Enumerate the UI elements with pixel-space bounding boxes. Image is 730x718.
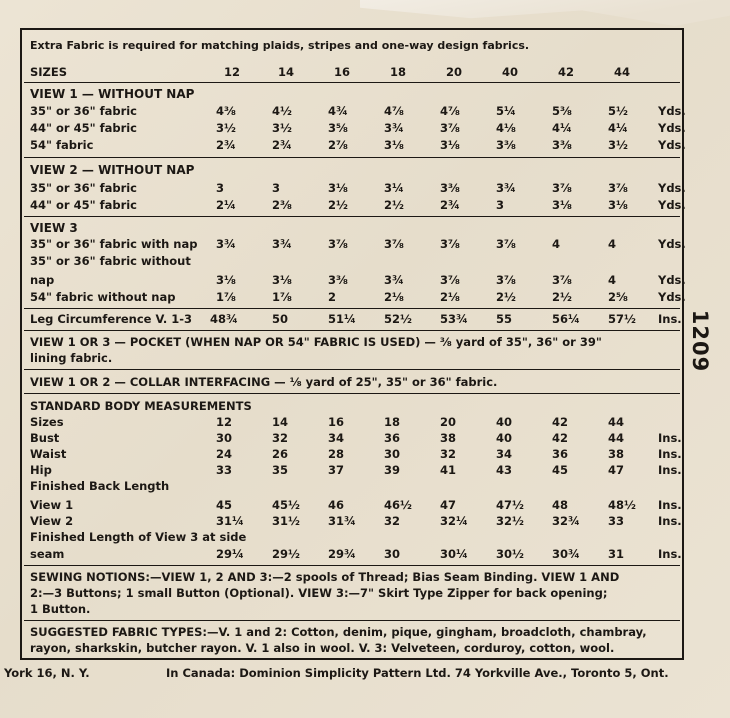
notions-line-3: 1 Button.	[30, 602, 91, 616]
cell: 3½	[216, 121, 236, 135]
cell: 4	[608, 273, 617, 287]
cell: 3⅜	[552, 138, 572, 152]
body-row	[30, 462, 680, 478]
cell: 3⅞	[440, 273, 460, 287]
cell: 2⅛	[440, 290, 460, 304]
unit: Ins.	[658, 498, 682, 512]
cell: 30¼	[440, 547, 468, 561]
notions-line-1: SEWING NOTIONS:—VIEW 1, 2 AND 3:—2 spools of Thread; Bias Seam Binding. VIEW 1 AND	[30, 570, 620, 584]
cell: 26	[272, 447, 289, 461]
cell: 3⅞	[440, 237, 460, 251]
body-row	[30, 430, 680, 446]
cell: 5⅜	[552, 104, 572, 118]
divider	[24, 565, 680, 566]
cell: 31¼	[216, 514, 244, 528]
cell: 24	[216, 447, 233, 461]
cell: 2¼	[216, 198, 236, 212]
row-label: Finished Back Length	[30, 479, 170, 493]
cell: 2¾	[272, 138, 292, 152]
cell: 2¾	[440, 198, 460, 212]
cell: 48½	[608, 498, 636, 512]
cell: 3⅜	[440, 181, 460, 195]
cell: 3⅞	[328, 237, 348, 251]
cell: 40	[496, 415, 513, 429]
cell: 2¾	[216, 138, 236, 152]
unit: Ins.	[658, 547, 682, 561]
cell: 3¾	[384, 121, 404, 135]
cell: 37	[328, 463, 345, 477]
view2-row	[30, 180, 686, 196]
cell: 56¼	[552, 312, 580, 326]
size-14: 14	[278, 65, 295, 79]
cell: 32¼	[440, 514, 468, 528]
view1-row	[30, 103, 686, 119]
sizes-header-row	[30, 64, 680, 80]
view1-title: VIEW 1 — WITHOUT NAP	[30, 87, 195, 101]
divider	[24, 620, 680, 621]
cell: 4⅛	[496, 121, 516, 135]
cell: 41	[440, 463, 457, 477]
cell: 3½	[608, 138, 628, 152]
body-row	[30, 414, 680, 430]
cell: 2⅝	[608, 290, 628, 304]
cell: 52½	[384, 312, 412, 326]
cell: 3⅞	[384, 237, 404, 251]
cell: 36	[552, 447, 569, 461]
divider	[24, 369, 680, 370]
row-label: Leg Circumference V. 1-3	[30, 312, 193, 326]
cell: 3⅛	[272, 273, 292, 287]
cell: 4¼	[608, 121, 628, 135]
unit: Yds.	[658, 290, 686, 304]
cell: 3¾	[496, 181, 516, 195]
cell: 3⅞	[552, 273, 572, 287]
cell: 2½	[552, 290, 572, 304]
footer-right: In Canada: Dominion Simplicity Pattern Ltd. 74 Yorkville Ave., Toronto 5, Ont.	[166, 666, 669, 680]
body-row	[30, 529, 680, 545]
size-16: 16	[334, 65, 351, 79]
view3-row	[30, 272, 686, 288]
cell: 3	[216, 181, 225, 195]
size-20: 20	[446, 65, 463, 79]
cell: 14	[272, 415, 289, 429]
unit: Yds.	[658, 198, 686, 212]
view3-row	[30, 289, 686, 305]
cell: 48	[552, 498, 569, 512]
cell: 32¾	[552, 514, 580, 528]
row-label: Finished Length of View 3 at side	[30, 530, 247, 544]
yardage-chart-frame	[20, 28, 684, 660]
cell: 4½	[272, 104, 292, 118]
divider	[24, 330, 680, 331]
pocket-line-1: VIEW 1 OR 3 — POCKET (WHEN NAP OR 54" FABRIC IS USED) — ⅜ yard of 35", 36" or 39"	[30, 335, 602, 349]
divider	[24, 82, 680, 83]
cell: 39	[384, 463, 401, 477]
cell: 5½	[608, 104, 628, 118]
cell: 31½	[272, 514, 300, 528]
cell: 30	[384, 447, 401, 461]
cell: 28	[328, 447, 345, 461]
cell: 29¾	[328, 547, 356, 561]
row-label: View 1	[30, 498, 74, 512]
cell: 55	[496, 312, 513, 326]
cell: 16	[328, 415, 345, 429]
cell: 42	[552, 431, 569, 445]
cell: 3	[272, 181, 281, 195]
size-42: 42	[558, 65, 575, 79]
sizes-header-label: SIZES	[30, 65, 68, 79]
cell: 45	[552, 463, 569, 477]
cell: 45	[216, 498, 233, 512]
view2-row	[30, 197, 686, 213]
unit: Yds.	[658, 237, 686, 251]
cell: 1⅞	[272, 290, 292, 304]
cell: 2	[328, 290, 337, 304]
cell: 3⅞	[608, 181, 628, 195]
cell: 2½	[328, 198, 348, 212]
fabric-notice: Extra Fabric is required for matching plaids, stripes and one-way design fabrics.	[30, 39, 530, 52]
cell: 20	[440, 415, 457, 429]
notions-line-2: 2:—3 Buttons; 1 small Button (Optional). VIEW 3:—7" Skirt Type Zipper for back opening;	[30, 586, 608, 600]
body-row	[30, 546, 680, 562]
unit: Yds.	[658, 181, 686, 195]
cell: 29½	[272, 547, 300, 561]
cell: 32	[384, 514, 401, 528]
unit: Ins.	[658, 431, 682, 445]
cell: 32	[440, 447, 457, 461]
row-label: 54" fabric without nap	[30, 290, 176, 304]
cell: 33	[216, 463, 233, 477]
footer-left: York 16, N. Y.	[4, 666, 90, 680]
unit: Yds.	[658, 104, 686, 118]
cell: 53¾	[440, 312, 468, 326]
row-label: 35" or 36" fabric without	[30, 254, 191, 268]
unit: Yds.	[658, 121, 686, 135]
cell: 32	[272, 431, 289, 445]
row-label: Bust	[30, 431, 60, 445]
cell: 34	[496, 447, 513, 461]
cell: 2½	[384, 198, 404, 212]
cell: 3⅜	[328, 273, 348, 287]
cell: 34	[328, 431, 345, 445]
divider	[24, 157, 680, 158]
row-label: 35" or 36" fabric with nap	[30, 237, 198, 251]
cell: 1⅞	[216, 290, 236, 304]
cell: 3⅝	[328, 121, 348, 135]
view3-title: VIEW 3	[30, 221, 78, 235]
size-18: 18	[390, 65, 407, 79]
view3-row	[30, 236, 686, 252]
divider	[24, 308, 680, 309]
cell: 2⅛	[384, 290, 404, 304]
cell: 3⅛	[216, 273, 236, 287]
cell: 44	[608, 415, 625, 429]
cell: 31¾	[328, 514, 356, 528]
row-label: nap	[30, 273, 55, 287]
cell: 38	[608, 447, 625, 461]
cell: 50	[272, 312, 289, 326]
view3-row	[30, 253, 680, 269]
body-measurements-title: STANDARD BODY MEASUREMENTS	[30, 399, 252, 413]
cell: 30¾	[552, 547, 580, 561]
cell: 36	[384, 431, 401, 445]
cell: 38	[440, 431, 457, 445]
cell: 3⅜	[496, 138, 516, 152]
cell: 33	[608, 514, 625, 528]
cell: 4⅞	[440, 104, 460, 118]
cell: 32½	[496, 514, 524, 528]
size-40: 40	[502, 65, 519, 79]
torn-edge	[360, 0, 730, 26]
size-12: 12	[224, 65, 241, 79]
row-label: Sizes	[30, 415, 64, 429]
cell: 3⅛	[440, 138, 460, 152]
unit: Yds.	[658, 273, 686, 287]
body-row	[30, 446, 680, 462]
cell: 47	[440, 498, 457, 512]
cell: 30	[216, 431, 233, 445]
cell: 3¾	[216, 237, 236, 251]
cell: 47	[608, 463, 625, 477]
cell: 3⅞	[552, 181, 572, 195]
cell: 2⅜	[272, 198, 292, 212]
cell: 48¾	[210, 312, 238, 326]
cell: 44	[608, 431, 625, 445]
cell: 40	[496, 431, 513, 445]
cell: 46½	[384, 498, 412, 512]
collar-interfacing: VIEW 1 OR 2 — COLLAR INTERFACING — ⅛ yard of 25", 35" or 36" fabric.	[30, 375, 498, 389]
unit: Ins.	[658, 447, 682, 461]
fabrics-line-2: rayon, sharkskin, butcher rayon. V. 1 also in wool. V. 3: Velveteen, corduroy, cotton, wool.	[30, 641, 615, 655]
body-row	[30, 513, 680, 529]
row-label: 54" fabric	[30, 138, 94, 152]
cell: 4¾	[328, 104, 348, 118]
cell: 3½	[272, 121, 292, 135]
cell: 4⅞	[384, 104, 404, 118]
cell: 3¼	[384, 181, 404, 195]
cell: 51¼	[328, 312, 356, 326]
row-label: View 2	[30, 514, 74, 528]
cell: 31	[608, 547, 625, 561]
cell: 47½	[496, 498, 524, 512]
cell: 30	[384, 547, 401, 561]
cell: 3¾	[272, 237, 292, 251]
view1-row	[30, 137, 686, 153]
cell: 12	[216, 415, 233, 429]
unit: Ins.	[658, 463, 682, 477]
cell: 5¼	[496, 104, 516, 118]
cell: 4	[552, 237, 561, 251]
cell: 42	[552, 415, 569, 429]
view2-title: VIEW 2 — WITHOUT NAP	[30, 163, 195, 177]
cell: 3⅛	[328, 181, 348, 195]
divider	[24, 216, 680, 217]
cell: 3⅛	[384, 138, 404, 152]
row-label: seam	[30, 547, 65, 561]
divider	[24, 393, 680, 394]
cell: 3⅛	[552, 198, 572, 212]
cell: 3⅞	[440, 121, 460, 135]
cell: 45½	[272, 498, 300, 512]
cell: 3⅞	[496, 273, 516, 287]
pocket-line-2: lining fabric.	[30, 351, 113, 365]
unit: Ins.	[658, 514, 682, 528]
body-row	[30, 497, 680, 513]
cell: 4⅜	[216, 104, 236, 118]
cell: 46	[328, 498, 345, 512]
cell: 4	[608, 237, 617, 251]
cell: 57½	[608, 312, 636, 326]
leg-circumference-row	[30, 311, 680, 327]
cell: 3	[496, 198, 505, 212]
cell: 29¼	[216, 547, 244, 561]
cell: 3⅞	[496, 237, 516, 251]
cell: 2⅞	[328, 138, 348, 152]
unit: Ins.	[658, 312, 682, 326]
cell: 35	[272, 463, 289, 477]
row-label: 35" or 36" fabric	[30, 104, 137, 118]
cell: 18	[384, 415, 401, 429]
cell: 3⅛	[608, 198, 628, 212]
cell: 2½	[496, 290, 516, 304]
view1-row	[30, 120, 686, 136]
cell: 4¼	[552, 121, 572, 135]
pattern-number-text: 1209	[688, 309, 713, 373]
cell: 30½	[496, 547, 524, 561]
cell: 43	[496, 463, 513, 477]
row-label: 44" or 45" fabric	[30, 121, 137, 135]
fabrics-line-1: SUGGESTED FABRIC TYPES:—V. 1 and 2: Cotton, denim, pique, gingham, broadcloth, chambray,	[30, 625, 647, 639]
size-44: 44	[614, 65, 631, 79]
cell: 3¾	[384, 273, 404, 287]
body-row	[30, 478, 680, 494]
unit: Yds.	[658, 138, 686, 152]
row-label: 35" or 36" fabric	[30, 181, 137, 195]
row-label: 44" or 45" fabric	[30, 198, 137, 212]
row-label: Waist	[30, 447, 67, 461]
row-label: Hip	[30, 463, 52, 477]
pattern-number	[686, 306, 714, 376]
